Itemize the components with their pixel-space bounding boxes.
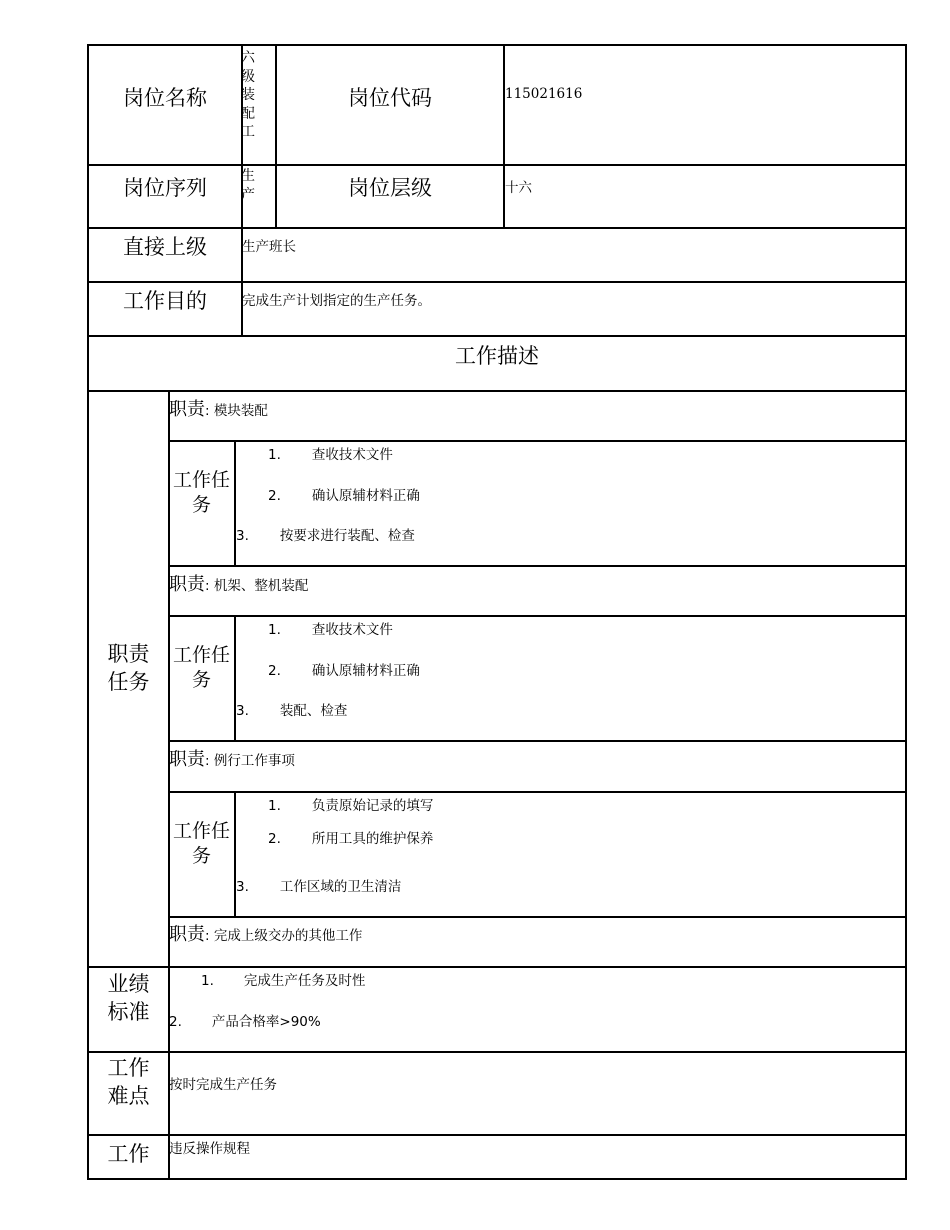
table-row-divider [168,791,907,793]
task-label: 工作任 务 [172,469,230,516]
table-row-divider [87,1134,907,1136]
table-row-divider [168,740,907,742]
task-item: 3. 按要求进行装配、检查 [236,528,415,544]
post-name-value: 六级装配工 [241,50,255,140]
table-bottom-border [87,1178,907,1180]
table-row-divider [87,227,907,229]
post-series-value: 生产 [241,168,255,203]
purpose-label: 工作目的 [123,289,207,313]
superior-label: 直接上级 [123,235,207,259]
performance-item: 2. 产品合格率>90% [169,1014,321,1030]
table-row-divider [168,615,907,617]
purpose-value: 完成生产计划指定的生产任务。 [242,293,431,309]
performance-item: 1. 完成生产任务及时性 [201,973,366,989]
duty-heading: 职责: 例行工作事项 [169,749,295,770]
task-label: 工作任 务 [172,644,230,691]
performance-label: 业绩 标准 [107,972,150,1024]
task-item: 1. 查收技术文件 [268,447,393,463]
prohibition-label: 工作 [107,1142,150,1166]
superior-value: 生产班长 [242,239,296,255]
post-code-value: 115021616 [505,86,583,102]
task-item: 3. 装配、检查 [236,703,348,719]
table-row-divider [168,565,907,567]
task-item: 2. 确认原辅材料正确 [268,488,420,504]
post-name-label: 岗位名称 [123,86,207,110]
difficulty-value: 按时完成生产任务 [169,1077,277,1093]
duty-heading: 职责: 机架、整机装配 [169,574,309,595]
table-row-divider [168,440,907,442]
table-row-divider [87,164,907,166]
task-item: 1. 查收技术文件 [268,622,393,638]
task-item: 3. 工作区域的卫生清洁 [236,879,402,895]
duty-section-label: 职责 任务 [107,642,150,694]
duty-heading: 职责: 完成上级交办的其他工作 [169,924,363,945]
difficulty-label: 工作 难点 [107,1056,150,1108]
post-level-label: 岗位层级 [348,176,432,200]
table-row-divider [87,966,907,968]
post-series-label: 岗位序列 [123,176,207,200]
table-col-divider [234,440,236,566]
table-right-border [905,44,907,1180]
task-item: 2. 确认原辅材料正确 [268,663,420,679]
post-code-label: 岗位代码 [348,86,432,110]
table-row-divider [87,1051,907,1053]
table-col-divider [234,615,236,741]
post-level-value: 十六 [505,180,532,196]
table-top-border [87,44,907,46]
duty-heading: 职责: 模块装配 [169,399,268,420]
task-item: 1. 负责原始记录的填写 [268,798,434,814]
table-col-divider [503,44,505,228]
task-label: 工作任 务 [172,820,230,867]
task-item: 2. 所用工具的维护保养 [268,831,434,847]
table-row-divider [87,335,907,337]
table-row-divider [168,916,907,918]
table-row-divider [87,281,907,283]
table-row-divider [87,390,907,392]
prohibition-value: 违反操作规程 [169,1141,250,1157]
table-col-divider [234,791,236,917]
section-title: 工作描述 [455,344,539,368]
